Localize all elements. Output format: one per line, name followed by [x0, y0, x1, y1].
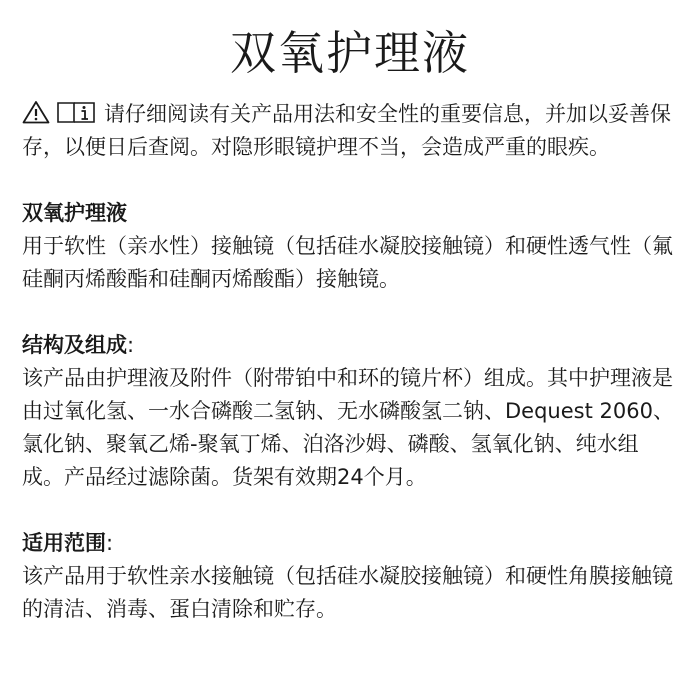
warning-triangle-icon — [22, 100, 50, 124]
section-applicable-range — [22, 527, 678, 626]
section-heading: 结构及组成: — [22, 333, 135, 357]
section-body: 该产品由护理液及附件（附带铂中和环的镜片杯）组成。其中护理液是由过氧化氢、一水合磷酸二氢钠、无水磷酸氢二钠、Dequest 2060、氯化钠、聚氧乙烯-聚氧丁烯、泊洛沙姆、磷酸、氢氧化钠、纯水组成。产品经过滤除菌。货架有效期24个月。 — [22, 366, 674, 489]
section-body: 该产品用于软性亲水接触镜（包括硅水凝胶接触镜）和硬性角膜接触镜的清洁、消毒、蛋白清除和贮存。 — [22, 564, 673, 621]
warning-text: 请仔细阅读有关产品用法和安全性的重要信息，并加以妥善保存，以便日后查阅。对隐形眼镜护理不当，会造成严重的眼疾。 — [22, 102, 671, 159]
section-body: 用于软性（亲水性）接触镜（包括硅水凝胶接触镜）和硬性透气性（氟硅酮丙烯酸酯和硅酮丙烯酸酯）接触镜。 — [22, 234, 673, 291]
section-heading: 适用范围: — [22, 531, 114, 555]
consult-instructions-icon — [56, 100, 96, 124]
warning-icons — [22, 100, 96, 124]
section-composition — [22, 329, 678, 494]
page-title: 双氧护理液 — [230, 26, 470, 80]
warning-paragraph — [22, 98, 678, 164]
section-scope — [22, 197, 678, 296]
section-heading: 双氧护理液 — [22, 201, 127, 225]
